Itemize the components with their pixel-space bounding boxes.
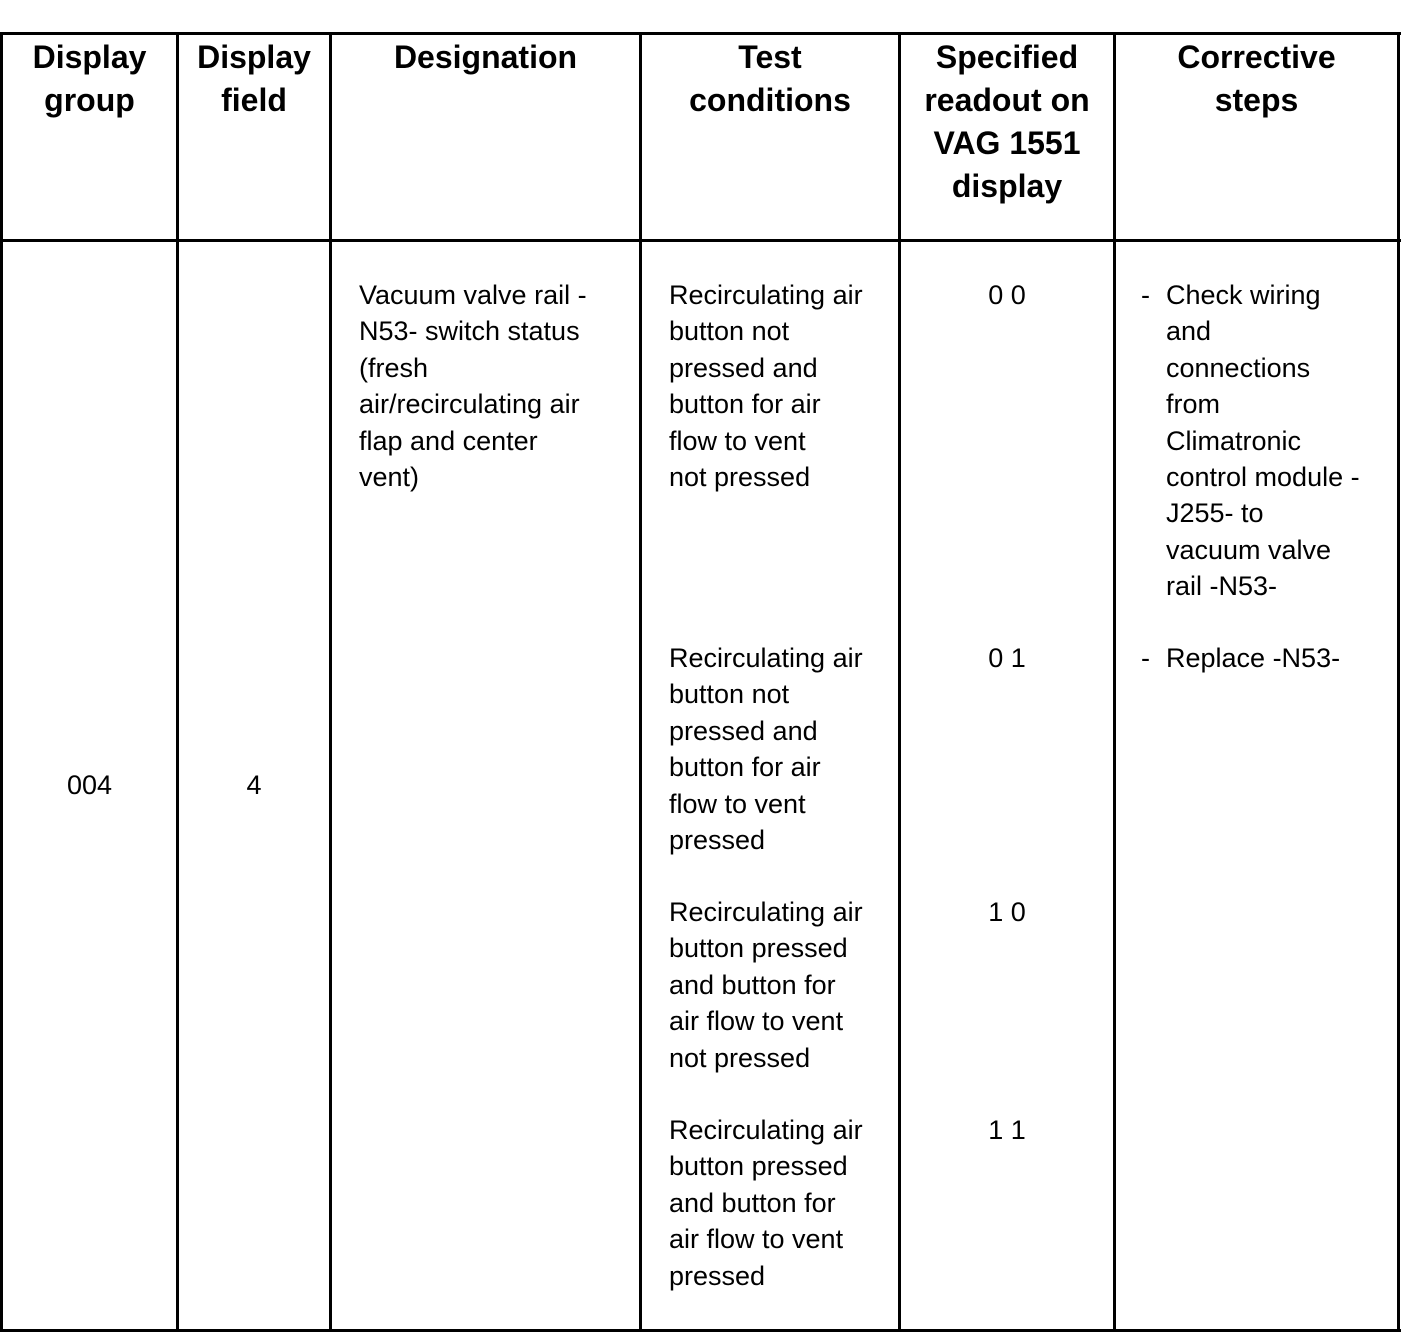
header-display-group: Display group (32, 39, 147, 118)
display-group-value: 004 (66, 770, 113, 800)
header-display-field: Display field (197, 39, 311, 118)
header-specified-readout: Specified readout on VAG 1551 display (924, 39, 1090, 204)
column-divider-5 (1113, 32, 1116, 1332)
column-divider-3 (639, 32, 642, 1332)
bullet-dash: - (1141, 280, 1150, 310)
table-top-border (0, 32, 1401, 35)
readout-value-2: 0 1 (988, 643, 1026, 673)
readout-value-1: 0 0 (988, 280, 1026, 310)
header-corrective-steps: Corrective steps (1177, 39, 1336, 118)
designation-text: Vacuum valve rail - N53- switch status (fresh air/recirculating air flap and center vent) (359, 280, 587, 493)
test-condition-2: Recirculating air button not pressed and button for air flow to vent pressed (669, 643, 863, 856)
readout-value-3: 1 0 (988, 897, 1026, 927)
header-designation: Designation (393, 39, 578, 75)
display-field-value: 4 (246, 770, 262, 800)
test-condition-1: Recirculating air button not pressed and button for air flow to vent not pressed (669, 280, 863, 493)
bullet-dash: - (1141, 643, 1150, 673)
corrective-step-text: Check wiring and connections from Climatronic control module - J255- to vacuum valve rail -N53- (1166, 280, 1360, 602)
readout-value-4: 1 1 (988, 1115, 1026, 1145)
header-divider (0, 239, 1401, 242)
table-right-border (1397, 32, 1400, 1332)
header-test-conditions: Test conditions (689, 39, 851, 118)
column-divider-2 (329, 32, 332, 1332)
test-condition-4: Recirculating air button pressed and button for air flow to vent pressed (669, 1115, 863, 1291)
column-divider-1 (176, 32, 179, 1332)
test-condition-3: Recirculating air button pressed and button for air flow to vent not pressed (669, 897, 863, 1073)
table-left-border (0, 32, 3, 1332)
corrective-step-text: Replace -N53- (1166, 643, 1341, 673)
table-bottom-border (0, 1329, 1401, 1332)
